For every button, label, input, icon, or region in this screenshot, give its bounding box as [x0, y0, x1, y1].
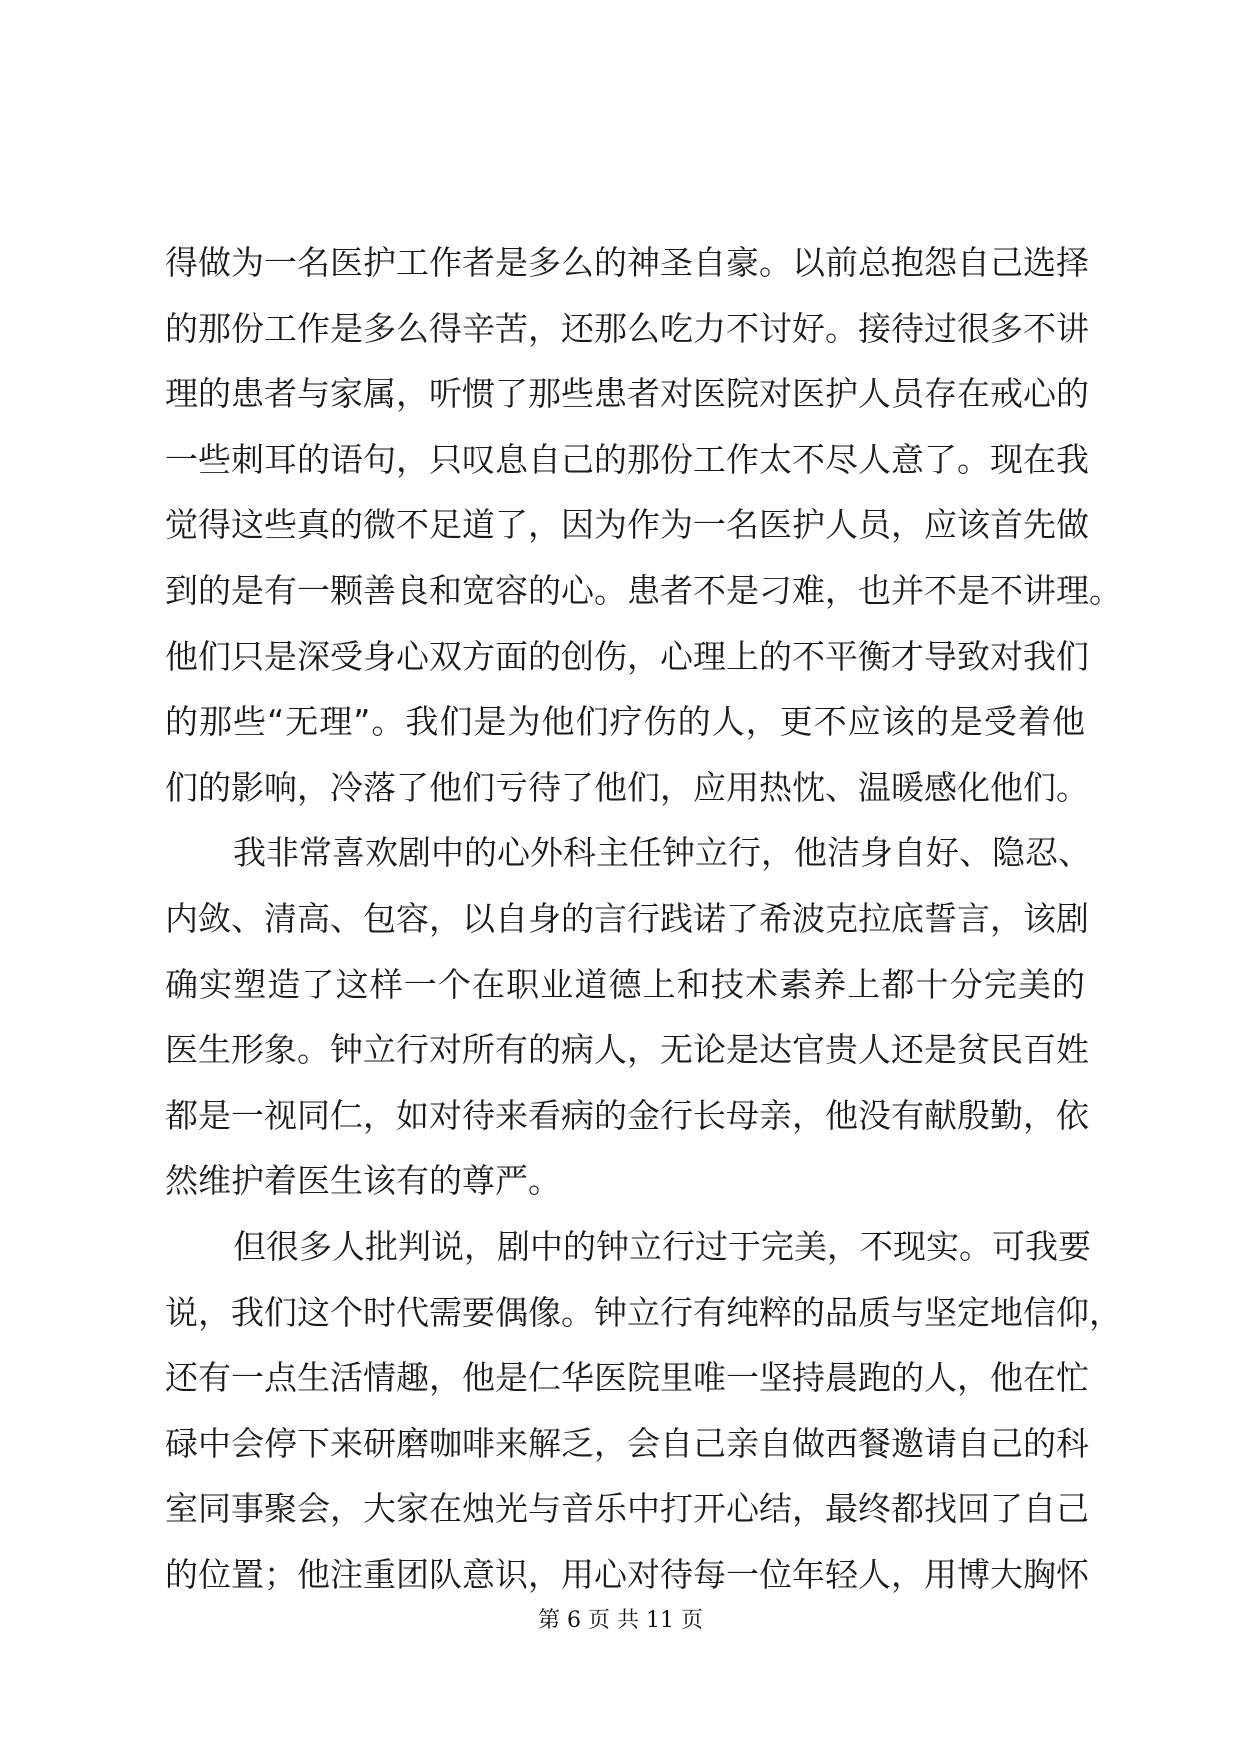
text-line: 室同事聚会，大家在烛光与音乐中打开心结，最终都找回了自己: [165, 1489, 1089, 1529]
text-line: 到的是有一颗善良和宽容的心。患者不是刁难，也并不是不讲理。: [165, 570, 1122, 610]
text-line: 碌中会停下来研磨咖啡来解乏，会自己亲自做西餐邀请自己的科: [165, 1423, 1089, 1463]
text-line: 的位置；他注重团队意识，用心对待每一位年轻人，用博大胸怀: [165, 1554, 1089, 1594]
text-line: 都是一视同仁，如对待来看病的金行长母亲，他没有献殷勤，依: [165, 1095, 1089, 1135]
text-line: 确实塑造了这样一个在职业道德上和技术素养上都十分完美的: [165, 964, 1085, 1004]
paragraph-first-line: 我非常喜欢剧中的心外科主任钟立行，他洁身自好、隐忍、: [233, 833, 1091, 873]
text-line: 内敛、清高、包容，以自身的言行践诺了希波克拉底誓言，该剧: [165, 898, 1089, 938]
text-line: 还有一点生活情趣，他是仁华医院里唯一坚持晨跑的人，他在忙: [165, 1358, 1089, 1398]
text-line: 说，我们这个时代需要偶像。钟立行有纯粹的品质与坚定地信仰，: [165, 1292, 1122, 1332]
text-line: 医生形象。钟立行对所有的病人，无论是达官贵人还是贫民百姓: [165, 1030, 1089, 1070]
text-line: 觉得这些真的微不足道了，因为作为一名医护人员，应该首先做: [165, 505, 1089, 545]
text-line: 们的影响，冷落了他们亏待了他们，应用热忱、温暖感化他们。: [165, 767, 1089, 807]
text-line: 理的患者与家属，听惯了那些患者对医院对医护人员存在戒心的: [165, 374, 1089, 414]
page-number-footer: 第 6 页 共 11 页: [538, 1608, 703, 1633]
text-line: 他们只是深受身心双方面的创伤，心理上的不平衡才导致对我们: [165, 636, 1089, 676]
text-line: 然维护着医生该有的尊严。: [165, 1161, 561, 1201]
body-text: [165, 230, 1122, 1607]
text-line: 的那些“无理”。我们是为他们疗伤的人，更不应该的是受着他: [165, 702, 1085, 742]
text-line: 得做为一名医护工作者是多么的神圣自豪。以前总抱怨自己选择: [165, 243, 1089, 282]
paragraph-first-line: 但很多人批判说，剧中的钟立行过于完美，不现实。可我要: [233, 1226, 1091, 1266]
text-line: 一些刺耳的语句，只叹息自己的那份工作太不尽人意了。现在我: [165, 439, 1089, 479]
text-line: 的那份工作是多么得辛苦，还那么吃力不讨好。接待过很多不讲: [165, 308, 1089, 348]
